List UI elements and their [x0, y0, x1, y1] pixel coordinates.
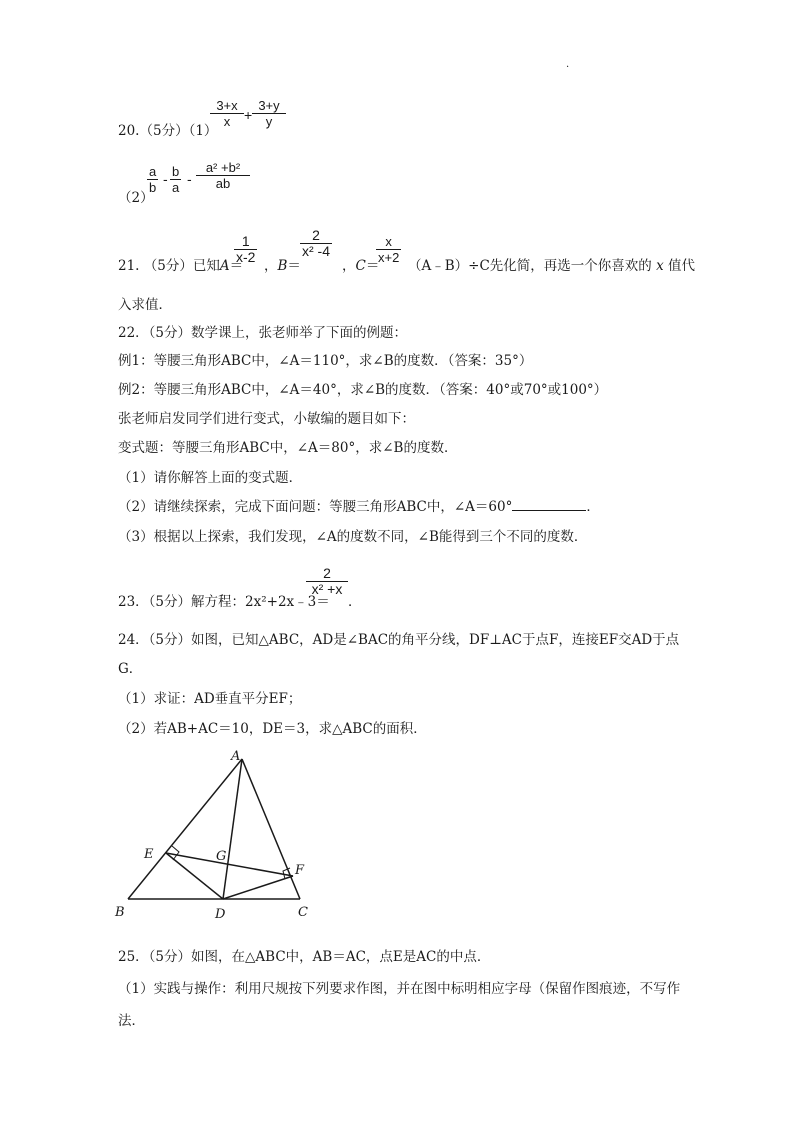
- var-x: x: [656, 258, 664, 274]
- q23-end: ．: [348, 594, 362, 610]
- q20-score: （5分）: [139, 123, 189, 139]
- q20-p1-op: +: [244, 107, 253, 123]
- fraction-numerator: b: [172, 164, 180, 179]
- q22-sub2: [118, 498, 600, 516]
- q20-p2-fraction2: [170, 164, 181, 195]
- fraction-numerator: a: [149, 164, 157, 179]
- q21-tail-text: （A﹣B）÷C先化简，再选一个你喜欢的: [408, 258, 652, 274]
- q23-text: 23．（5分）解方程：2x²+2x﹣3＝: [118, 594, 330, 610]
- q20-p2-fraction1: [147, 164, 158, 195]
- q22-sub1: （1）请你解答上面的变式题．: [118, 470, 303, 486]
- q23-fraction: [306, 566, 348, 597]
- q20-p1-fraction1: [210, 98, 244, 129]
- q25-line1: 25．（5分）如图，在△ABC中，AB＝AC，点E是AC的中点．: [118, 949, 491, 965]
- fraction-denominator: a: [172, 180, 180, 195]
- q20-part1-label: （1）: [188, 123, 218, 139]
- q21-score: （5分）已知: [143, 258, 220, 274]
- q21-c-part: [342, 257, 379, 275]
- q21-fraction-c: [376, 234, 401, 265]
- fraction-numerator: x: [385, 234, 392, 249]
- fraction-denominator: ab: [196, 175, 250, 191]
- fraction-numerator: 2: [323, 565, 331, 581]
- fraction-numerator: 1: [241, 233, 250, 249]
- label-f: F: [295, 863, 305, 878]
- q21-line2: 入求值．: [118, 297, 172, 313]
- q22-example2: 例2：等腰三角形ABC中，∠A＝40°，求∠B的度数．（答案：40°或70°或100°）: [118, 382, 608, 398]
- q20-p2-op1: -: [163, 171, 168, 187]
- comma: ，: [342, 258, 356, 274]
- var-b: B: [277, 258, 288, 274]
- fraction-denominator: x² -4: [302, 243, 330, 259]
- fraction-denominator: x-2: [236, 249, 256, 265]
- q24-line1: 24．（5分）如图，已知△ABC，AD是∠BAC的角平分线，DF⊥AC于点F，连接EF交AD于点: [118, 632, 680, 648]
- q20-part2-label: （2）: [118, 190, 154, 206]
- var-a: A: [219, 258, 230, 274]
- q21-fraction-a: [234, 234, 257, 265]
- equals: ＝: [365, 258, 380, 274]
- q20-p1-fraction2: [252, 98, 286, 129]
- segment-ab: [128, 759, 242, 899]
- q25-sub1-end: 法．: [118, 1013, 145, 1029]
- label-g: G: [216, 849, 227, 864]
- segment-de: [166, 853, 223, 899]
- q22-sub3: （3）根据以上探索，我们发现，∠A的度数不同，∠B能得到三个不同的度数．: [118, 529, 588, 545]
- q21-b-part: [264, 257, 301, 275]
- label-b: B: [115, 905, 125, 920]
- fraction-denominator: x² +x: [306, 581, 348, 597]
- q25-sub1: （1）实践与操作：利用尺规按下列要求作图，并在图中标明相应字母（保留作图痕迹，不写作: [118, 981, 681, 997]
- q20-number: [118, 122, 217, 140]
- label-e: E: [144, 847, 154, 862]
- fraction-denominator: x+2: [378, 250, 400, 265]
- fraction-denominator: b: [149, 180, 157, 195]
- fraction-numerator: 2: [312, 227, 320, 243]
- q21-fraction-b: [300, 228, 332, 259]
- q22-line1: 22．（5分）数学课上，张老师举了下面的例题：: [118, 325, 408, 341]
- q21-line1-start: [118, 257, 243, 275]
- q20-p2-fraction3: [196, 160, 250, 191]
- fraction-numerator: a² +b²: [205, 160, 241, 175]
- label-c: C: [298, 905, 308, 920]
- fraction-numerator: 3+y: [258, 98, 280, 113]
- q20-p2-op2: -: [187, 171, 192, 187]
- q21-num: 21.: [118, 258, 140, 274]
- q24-sub1: （1）求证：AD垂直平分EF；: [118, 691, 302, 707]
- page-dot: .: [566, 59, 570, 70]
- q21-tail-text2: 值代: [668, 258, 696, 274]
- comma: ，: [264, 258, 278, 274]
- q22-sub2-text: （2）请继续探索，完成下面问题：等腰三角形ABC中，∠A＝60°: [118, 499, 513, 515]
- q22-line4: 张老师启发同学们进行变式，小敏编的题目如下：: [118, 411, 415, 427]
- q22-variant: 变式题：等腰三角形ABC中，∠A＝80°，求∠B的度数．: [118, 440, 458, 456]
- q24-sub2: （2）若AB+AC＝10，DE＝3，求△ABC的面积．: [118, 721, 427, 737]
- q21-line1-tail: [408, 257, 695, 275]
- label-a: A: [231, 749, 241, 764]
- var-c: C: [355, 258, 366, 274]
- equals: ＝: [287, 258, 301, 274]
- equals: ＝: [229, 258, 244, 274]
- label-d: D: [215, 907, 226, 922]
- fraction-numerator: 3+x: [216, 98, 238, 113]
- period: ．: [586, 499, 600, 515]
- fraction-denominator: x: [210, 113, 244, 129]
- segment-df: [223, 876, 293, 899]
- triangle-figure: [100, 740, 340, 930]
- q22-example1: 例1：等腰三角形ABC中，∠A＝110°，求∠B的度数．（答案：35°）: [118, 353, 533, 369]
- answer-blank[interactable]: [512, 498, 586, 511]
- q20-num: 20.: [118, 123, 140, 139]
- q24-line2: G．: [118, 661, 143, 677]
- segment-ac: [242, 759, 300, 899]
- fraction-denominator: y: [252, 113, 286, 129]
